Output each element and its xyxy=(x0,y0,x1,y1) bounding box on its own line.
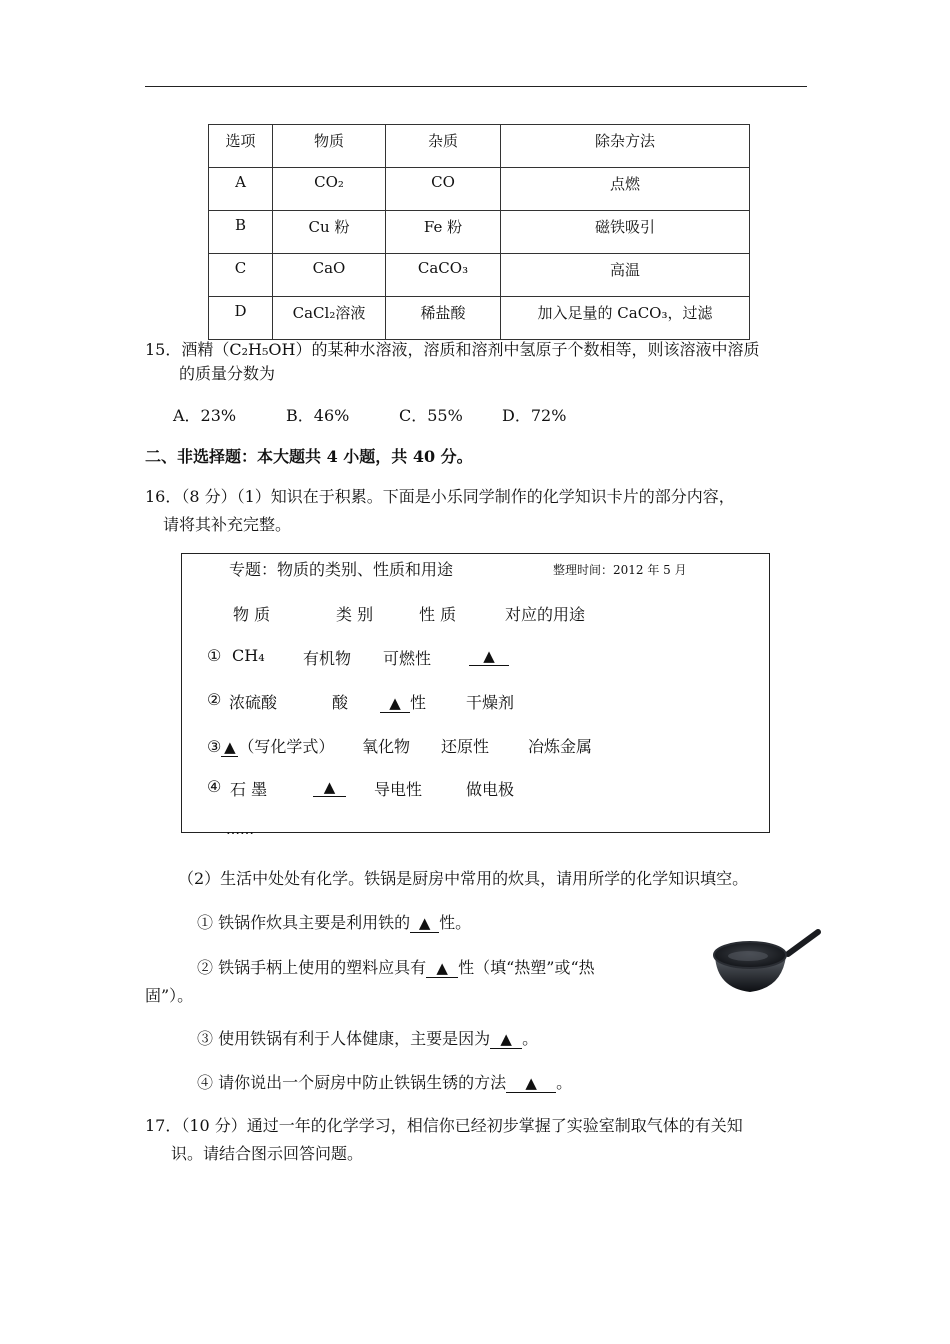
q16-line1: 16．（8 分）（1）知识在于积累。下面是小乐同学制作的化学知识卡片的部分内容， xyxy=(145,487,735,506)
card-row3-num: ③ xyxy=(207,737,222,756)
table-header-row xyxy=(209,125,750,168)
card-row1-substance: CH₄ xyxy=(232,646,265,665)
table-cell: B xyxy=(209,211,273,254)
card-row2-category: 酸 xyxy=(332,693,349,712)
card-title: 专题：物质的类别、性质和用途 xyxy=(229,560,454,579)
card-row2-property-suffix: 性 xyxy=(410,693,427,712)
table-cell: Cu 粉 xyxy=(273,211,386,254)
table-cell: 稀盐酸 xyxy=(386,297,501,340)
card-row4-use: 做电极 xyxy=(466,780,515,799)
q16-item4-prefix: ④ 请你说出一个厨房中防止铁锅生锈的方法 xyxy=(197,1073,507,1092)
q16-item2-suffix: 性（填“热塑”或“热 xyxy=(458,958,595,977)
table-cell: CaO xyxy=(273,254,386,297)
table-cell: D xyxy=(209,297,273,340)
card-header-substance: 物 质 xyxy=(233,605,271,624)
table-header-cell: 物质 xyxy=(273,125,386,168)
table-row xyxy=(209,254,750,297)
card-header-use: 对应的用途 xyxy=(505,605,586,624)
card-row4-substance: 石 墨 xyxy=(230,780,268,799)
card-row2-substance: 浓硫酸 xyxy=(229,693,278,712)
table-cell: 加入足量的 CaCO₃，过滤 xyxy=(501,297,750,340)
q15-line2: 的质量分数为 xyxy=(179,364,276,383)
wok-illustration xyxy=(708,926,822,998)
section-heading: 二、非选择题：本大题共 4 小题，共 40 分。 xyxy=(145,447,473,466)
q16-item4-suffix: 。 xyxy=(556,1073,573,1092)
card-row3-substance-blank[interactable]: ▲ xyxy=(221,739,238,757)
card-row2-num: ② xyxy=(207,690,222,709)
table-header-cell: 杂质 xyxy=(386,125,501,168)
card-row1-num: ① xyxy=(207,646,222,665)
q15-option-b: B．46% xyxy=(286,406,350,425)
q16-item1-suffix: 性。 xyxy=(439,913,472,932)
q16-item3-prefix: ③ 使用铁锅有利于人体健康，主要是因为 xyxy=(197,1029,491,1048)
q16-item4-blank[interactable]: ▲ xyxy=(506,1075,556,1093)
table-cell: A xyxy=(209,168,273,211)
q15-line1: 15．酒精（C₂H₅OH）的某种水溶液，溶质和溶剂中氢原子个数相等，则该溶液中溶质 xyxy=(145,340,760,359)
table-header-cell: 选项 xyxy=(209,125,273,168)
q16-item2-blank[interactable]: ▲ xyxy=(426,960,458,978)
q16-item3-blank[interactable]: ▲ xyxy=(490,1031,522,1049)
table-cell: CO₂ xyxy=(273,168,386,211)
table-cell: Fe 粉 xyxy=(386,211,501,254)
q17-line2: 识。请结合图示回答问题。 xyxy=(171,1144,364,1163)
q15-option-c: C．55% xyxy=(399,406,463,425)
table-cell: 磁铁吸引 xyxy=(501,211,750,254)
table-cell: 高温 xyxy=(501,254,750,297)
table-cell: 点燃 xyxy=(501,168,750,211)
q16-item3-suffix: 。 xyxy=(522,1029,539,1048)
header-rule xyxy=(145,86,807,87)
q16-item1-blank[interactable]: ▲ xyxy=(410,915,439,933)
card-header-property: 性 质 xyxy=(419,605,457,624)
q16-line2: 请将其补充完整。 xyxy=(163,515,292,534)
card-row1-category: 有机物 xyxy=(303,649,352,668)
card-row2-use: 干燥剂 xyxy=(466,693,515,712)
card-row3-property: 还原性 xyxy=(441,737,490,756)
card-row1-property: 可燃性 xyxy=(383,649,432,668)
card-row3-hint: （写化学式） xyxy=(238,737,335,756)
card-row4-category-blank[interactable]: ▲ xyxy=(313,779,346,797)
card-date: 整理时间：2012 年 5 月 xyxy=(553,563,687,577)
card-row4-property: 导电性 xyxy=(374,780,423,799)
table-row xyxy=(209,168,750,211)
card-row3-category: 氧化物 xyxy=(362,737,411,756)
q16-part2-intro: （2）生活中处处有化学。铁锅是厨房中常用的炊具，请用所学的化学知识填空。 xyxy=(178,869,749,888)
q16-item2-continuation: 固”）。 xyxy=(145,986,194,1005)
card-header-category: 类 别 xyxy=(336,605,374,624)
q16-item2-prefix: ② 铁锅手柄上使用的塑料应具有 xyxy=(197,958,427,977)
table-header-cell: 除杂方法 xyxy=(501,125,750,168)
card-row2-property-blank[interactable]: ▲ xyxy=(380,695,410,713)
card-row3-use: 冶炼金属 xyxy=(528,737,593,756)
table-cell: CaCO₃ xyxy=(386,254,501,297)
q17-line1: 17．（10 分）通过一年的化学学习，相信你已经初步掌握了实验室制取气体的有关知 xyxy=(145,1116,743,1135)
card-row4-num: ④ xyxy=(207,777,222,796)
table-cell: CaCl₂溶液 xyxy=(273,297,386,340)
table-row xyxy=(209,297,750,340)
card-ellipsis: …… xyxy=(226,822,254,838)
table-cell: CO xyxy=(386,168,501,211)
card-row1-use-blank[interactable]: ▲ xyxy=(469,648,509,666)
table-row xyxy=(209,211,750,254)
q15-option-d: D．72% xyxy=(502,406,567,425)
impurity-table xyxy=(208,124,750,340)
table-cell: C xyxy=(209,254,273,297)
q16-item1-prefix: ① 铁锅作炊具主要是利用铁的 xyxy=(197,913,411,932)
q15-option-a: A．23% xyxy=(173,406,237,425)
